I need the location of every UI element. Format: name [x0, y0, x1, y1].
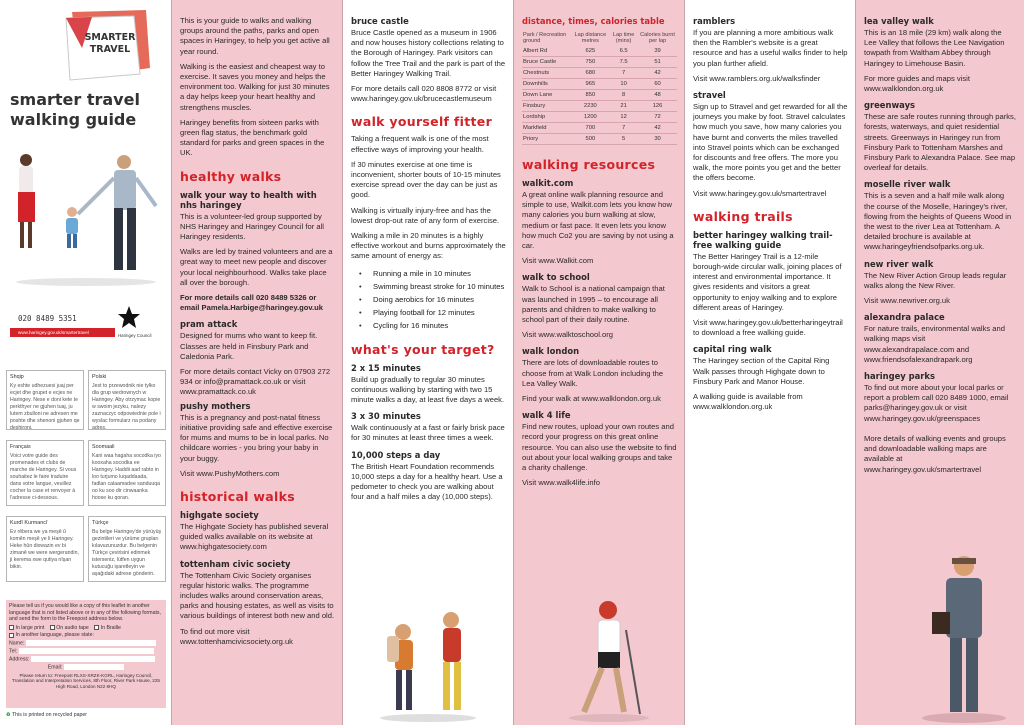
language-name: Français: [10, 444, 31, 450]
capital-ring-paragraph: The Haringey section of the Capital Ring Walk passes through Highgate down to Finsbury Park and Manor House.: [693, 356, 830, 386]
table-cell: 850: [572, 90, 610, 101]
panel-local-walks: [856, 0, 1024, 725]
column-header: Calories burnt per lap: [640, 32, 675, 44]
language-text: Ev rêbera we ya meşê û komên meşê ye li Haringey. Heke hûn dixwazin ev bi zimanê we were wergerandin, ji kerema xwe qutiya nîşan bikin.: [10, 529, 79, 570]
large-print-checkbox[interactable]: [9, 625, 14, 630]
calories-table-heading: distance, times, calories table: [522, 16, 665, 26]
table-cell: 680: [572, 68, 610, 79]
tottenham-civic-link: To find out more visit www.tottenhamcivicsociety.org.uk: [180, 626, 293, 646]
table-cell: 42: [638, 68, 677, 79]
pram-attack-title: pram attack: [180, 319, 238, 330]
walkit-paragraph: A great online walk planning resource and simple to use, Walkit.com lets you know how many calories you burn walking at slow, medium or fast pace. It even lets you know how much Co2 you are saving by not using a car.: [522, 190, 674, 251]
fold-line: [855, 0, 856, 725]
fold-line: [684, 0, 685, 725]
walk-4-life-paragraph: Find new routes, upload your own routes and record your progress on this great online resource. You can also use the website to find out about your local walking groups and take a charity challenge.: [522, 422, 677, 473]
walkit-title: walkit.com: [522, 178, 574, 188]
language-box-turkce: [88, 516, 166, 582]
braille-checkbox[interactable]: [94, 625, 99, 630]
family-walking-figure: [6, 148, 166, 288]
tottenham-civic-title: tottenham civic society: [180, 558, 291, 569]
table-row: [522, 134, 677, 145]
table-cell: 700: [572, 123, 610, 134]
target-3x30-title: 3 x 30 minutes: [351, 411, 421, 422]
greenways-title: greenways: [864, 100, 916, 111]
fold-line: [171, 0, 172, 725]
tel-label: Tel:: [9, 648, 18, 655]
pushy-mothers-title: pushy mothers: [180, 400, 251, 411]
table-cell: 965: [572, 79, 610, 90]
language-box-soomaali: [88, 440, 166, 506]
panel-healthy-walks: [172, 0, 343, 725]
fitter-paragraph-2: If 30 minutes exercise at one time is inconvenient, shorter bouts of 10-15 minutes exercise spread over the day can be just as good.: [351, 159, 501, 200]
recycled-text: This is printed on recycled paper: [12, 712, 87, 718]
target-heading: what's your target?: [351, 341, 495, 357]
table-cell: 1200: [572, 112, 610, 123]
braille-label: In Braille: [100, 624, 121, 631]
council-name: Haringey Council: [118, 333, 152, 338]
table-cell: Bruce Castle: [522, 57, 572, 68]
lea-valley-paragraph: This is an 18 mile (29 km) walk along the Lee Valley that follows the Lee Navigation towpath from Waltham Abbey through Haringey to Limehouse Basin.: [864, 28, 1005, 68]
table-row: [522, 101, 677, 112]
new-river-title: new river walk: [864, 258, 934, 269]
target-steps-title: 10,000 steps a day: [351, 449, 441, 460]
haringey-parks-paragraph: To find out more about your local parks or report a problem call 020 8489 1000, email parks@haringey.gov.uk or visit www.haringey.gov.uk/greenspaces: [864, 383, 1009, 423]
list-item: • Doing aerobics for 16 minutes: [351, 293, 506, 306]
target-3x30-paragraph: Walk continuously at a fast or fairly brisk pace for 30 minutes at least three times a week.: [351, 423, 505, 443]
new-river-link: Visit www.newriver.org.uk: [864, 296, 950, 306]
cover-panel: [0, 0, 172, 725]
language-text: Jest to przewodnik nie tylko dla grup wedrownych w Haringey. Aby otrzymac kopie w swoim jezyku, nalezy zaznaczyc odpowiednie pole i wyslac formularz na podany adres.: [92, 383, 161, 430]
phone-number: 020 8489 5351: [18, 314, 77, 323]
ramblers-link: Visit www.ramblers.org.uk/walksfinder: [693, 73, 821, 83]
column-header: Lap distance metres: [574, 32, 607, 44]
better-haringey-title: better haringey walking trail- free walking guide: [693, 229, 833, 250]
table-row: [522, 123, 677, 134]
language-name: Türkçe: [92, 520, 109, 526]
table-cell: 5: [609, 134, 638, 145]
list-item: • Playing football for 12 minutes: [351, 306, 506, 319]
large-print-label: In large print: [15, 624, 45, 631]
smarter-travel-logo: [62, 8, 154, 82]
column-header: Park / Recreation ground: [523, 32, 567, 44]
tottenham-civic-paragraph: The Tottenham Civic Society organises regular historic walks. The programme includes walks around conservation areas, parks and housing estates, as well as visits to various buildings of interest both new and old.: [180, 570, 335, 621]
table-cell: Finsbury: [522, 101, 572, 112]
target-2x15-paragraph: Build up gradually to regular 30 minutes continuous walking by starting with two 15 minute walks a day, at least five days a week.: [351, 374, 505, 405]
fitter-paragraph-1: Taking a frequent walk is one of the most effective ways of improving your health.: [351, 134, 489, 154]
language-box-kurdi: [6, 516, 84, 582]
intro-paragraph-2: Walking is the easiest and cheapest way to exercise. It saves you money and helps the environment too. Walking for just 30 minutes a day helps keep your heart healthy and strengthens muscles.: [180, 61, 330, 112]
table-cell: 39: [638, 46, 677, 57]
highgate-society-title: highgate society: [180, 509, 259, 520]
nhs-paragraph-2: Walks are led by trained volunteers and are a great way to meet new people and discover your local neighbourhood. Walks take place all over the borough.: [180, 247, 333, 287]
target-steps-paragraph: The British Heart Foundation recommends 10,000 steps a day for a healthy heart. Use a pedometer to check you are walking about four and a half miles a day (10,000 steps).: [351, 461, 503, 502]
logo-text: SMARTER TRAVEL: [84, 32, 136, 55]
language-name: Polski: [92, 374, 107, 380]
walk-to-school-paragraph: Walk to School is a national campaign that was launched in 1995 – to encourage all parents and children to make walking to school part of their daily routine.: [522, 284, 665, 325]
name-label: Name:: [9, 640, 25, 647]
calories-table: [522, 30, 677, 145]
table-row: [522, 46, 677, 57]
fitter-paragraph-4: Walking a mile in 20 minutes is a highly effective workout and burns approximately the same amount of energy as:: [351, 231, 506, 261]
table-cell: 30: [638, 134, 677, 145]
table-cell: 500: [572, 134, 610, 145]
address-label: Address:: [9, 656, 30, 663]
table-cell: Downhills: [522, 79, 572, 90]
healthy-walks-heading: healthy walks: [180, 168, 282, 184]
panel-resources: [514, 0, 685, 725]
bruce-castle-paragraph: Bruce Castle opened as a museum in 1906 and now houses history collections relating to the Borough of Haringey. Park visitors can follow the Tree Trail and the park is part of the Better Haringey Walking Trail.: [351, 28, 506, 78]
lea-valley-link: For more guides and maps visit www.walklondon.org.uk: [864, 73, 970, 94]
table-cell: 51: [638, 57, 677, 68]
haringey-council-logo: [118, 306, 162, 342]
table-row: [522, 57, 677, 68]
council-emblem-icon: [118, 306, 140, 332]
pushy-mothers-link: Visit www.PushyMothers.com: [180, 468, 280, 478]
table-cell: 750: [572, 57, 610, 68]
businessman-figurine-image: [906, 552, 1016, 725]
recycled-note: [6, 712, 87, 718]
table-cell: 21: [609, 101, 638, 112]
alexandra-palace-title: alexandra palace: [864, 312, 945, 323]
table-row: [522, 79, 677, 90]
energy-equivalents-list: [351, 267, 506, 332]
walk-4-life-link: Visit www.walk4life.info: [522, 478, 600, 488]
language-name: Shqip: [10, 374, 24, 380]
email-label: Email:: [47, 664, 63, 671]
pushy-mothers-paragraph: This is a pregnancy and post-natal fitness initiative providing safe and effective exercise for mums and mums to be in local parks. No childcare worries - you bring your baby in your buggy.: [180, 412, 333, 463]
table-cell: 12: [609, 112, 638, 123]
more-details-paragraph: More details of walking events and groups and downloadable walking maps are available at www.haringey.gov.uk/smartertravel: [864, 433, 1006, 474]
table-row: [522, 112, 677, 123]
better-haringey-paragraph: The Better Haringey Trail is a 12-mile borough-wide circular walk, joining places of interest and environmental importance. It gives residents and visitors a great opportunity to enjoy walking and to explore different areas of Haringey.: [693, 251, 842, 312]
panel-fitness: [343, 0, 514, 725]
capital-ring-link: A walking guide is available from www.walklondon.org.uk: [693, 392, 803, 412]
bruce-castle-title: bruce castle: [351, 16, 409, 26]
bruce-castle-contact: For more details call 020 8808 8772 or visit www.haringey.gov.uk/brucecastlemuseum: [351, 84, 497, 104]
walking-resources-heading: walking resources: [522, 157, 656, 172]
table-cell: 2230: [572, 101, 610, 112]
address-field[interactable]: [31, 656, 155, 662]
table-cell: 42: [638, 123, 677, 134]
historical-walks-heading: historical walks: [180, 488, 295, 504]
walking-trails-heading: walking trails: [693, 208, 793, 224]
highgate-society-paragraph: The Highgate Society has published several guided walks available on its website at www.highgatesociety.com: [180, 521, 329, 552]
recycle-icon: ♻: [6, 712, 11, 718]
panel-trails: [685, 0, 856, 725]
new-river-paragraph: The New River Action Group leads regular walks along the New River.: [864, 270, 1007, 290]
tel-field[interactable]: [19, 648, 154, 654]
fold-line: [342, 0, 343, 725]
list-item: • Swimming breast stroke for 10 minutes: [351, 280, 506, 293]
table-cell: 6.5: [609, 46, 638, 57]
audio-tape-checkbox[interactable]: [50, 625, 55, 630]
table-row: [522, 90, 677, 101]
column-header: Lap time (mins): [612, 32, 635, 44]
table-cell: 10: [609, 79, 638, 90]
url-strip-text: www.haringey.gov.uk/smartertravel: [18, 330, 89, 335]
fitter-paragraph-3: Walking is virtually injury-free and has the lowest drop-out rate of any form of exercise.: [351, 205, 500, 225]
title-line-2: walking guide: [10, 110, 137, 129]
table-cell: Chestnuts: [522, 68, 572, 79]
table-cell: 48: [638, 90, 677, 101]
return-address: Please return to: Freepost RLXS-XRZK-KGRL, Haringey Council, Translation and Interpretation Services, 8th Floor, River Park House, 225 High Road, London N22 8HQ: [12, 672, 160, 690]
request-intro: Please tell us if you would like a copy of this leaflet in another language that is not listed above or in any of the following formats, and send the form to the Freepost address below.: [9, 603, 161, 623]
ramblers-title: ramblers: [693, 16, 736, 26]
other-language-label: In another language, please state:: [15, 632, 94, 639]
nhs-walks-title: walk your way to health with nhs haringey: [180, 189, 317, 210]
haringey-parks-title: haringey parks: [864, 371, 935, 382]
walkers-figurine-image: [373, 606, 483, 725]
language-box-francais: [6, 440, 84, 506]
walk-london-paragraph: There are lots of downloadable routes to choose from at Walk London including the Lea Valley Walk.: [522, 358, 664, 388]
table-cell: Markfield: [522, 123, 572, 134]
table-cell: 126: [638, 101, 677, 112]
table-cell: 60: [638, 79, 677, 90]
ramblers-paragraph: If you are planning a more ambitious walk then the Rambler's website is a great resource and has a useful walks finder to help you plan further afield.: [693, 28, 848, 68]
intro-paragraph-3: Haringey benefits from sixteen parks with green flag status, the benchmark gold standard for parks and green spaces in the UK.: [180, 117, 325, 158]
other-language-checkbox[interactable]: [9, 633, 14, 638]
nhs-contact: For more details call 020 8489 5326 or email Pamela.Harbige@haringey.gov.uk: [180, 293, 324, 313]
walk-to-school-link: Visit www.walktoschool.org: [522, 330, 614, 340]
language-text: Voici votre guide des promenades et clubs de marche de Haringey. Si vous souhaitez le faire traduire dans votre langue, veuillez cocher la case et renvoyer à l'adresse ci-dessous.: [10, 453, 77, 501]
hiker-figurine-image: [554, 596, 654, 725]
audio-tape-label: On audio tape: [56, 624, 89, 631]
table-cell: Priory: [522, 134, 572, 145]
pram-attack-paragraph: Designed for mums who want to keep fit. Classes are held in Finsbury Park and Caledonia Park.: [180, 331, 318, 361]
capital-ring-title: capital ring walk: [693, 344, 772, 355]
table-cell: 72: [638, 112, 677, 123]
format-options: [9, 625, 163, 632]
fold-line: [513, 0, 514, 725]
language-box-polski: [88, 370, 166, 430]
table-cell: 7: [609, 123, 638, 134]
language-text: Kani waa hagaha socodka iyo kooxaha socodka ee Haringey. Haddii aad rabto in loo turjumo luqaddaada, fadlan calaamadee sanduuqa oo ku soo dir cinwaanka hoose ku qoran.: [92, 453, 161, 501]
format-request-form: [6, 600, 166, 708]
intro-paragraph-1: This is your guide to walks and walking groups around the paths, parks and open spaces in Haringey, to help you get active all year round.: [180, 16, 330, 56]
table-cell: 8: [609, 90, 638, 101]
table-cell: 7: [609, 68, 638, 79]
stravel-paragraph: Sign up to Stravel and get rewarded for all the journeys you make by foot. Stravel calculates how much you save, how many calories you have burnt and converts the miles travelled into Stravel points which can be exchanged for discounts and free offers. The more you walk, the more points you get and the better the offers become.: [693, 102, 848, 183]
nhs-paragraph-1: This is a volunteer-led group supported by NHS Haringey and Haringey Council for all Haringey residents.: [180, 211, 324, 242]
walkit-link: Visit www.Walkit.com: [522, 256, 594, 266]
lea-valley-title: lea valley walk: [864, 16, 934, 26]
stravel-title: stravel: [693, 90, 726, 101]
table-row: [522, 68, 677, 79]
language-box-shqip: [6, 370, 84, 430]
walk-yourself-fitter-heading: walk yourself fitter: [351, 114, 493, 130]
language-name: Kurdî Kurmancî: [10, 520, 48, 526]
phone-url-strip: [10, 328, 115, 337]
table-cell: 7.5: [609, 57, 638, 68]
walk-4-life-title: walk 4 life: [522, 410, 571, 421]
language-name: Soomaali: [92, 444, 115, 450]
list-item: • Cycling for 16 minutes: [351, 319, 506, 332]
pram-attack-contact: For more details contact Vicky on 07903 272 934 or info@pramattack.co.uk or visit www.pramattack.co.uk: [180, 367, 331, 397]
title-line-1: smarter travel: [10, 90, 140, 109]
name-field[interactable]: [26, 640, 156, 646]
walk-london-title: walk london: [522, 346, 580, 357]
moselle-title: moselle river walk: [864, 179, 951, 190]
target-2x15-title: 2 x 15 minutes: [351, 362, 421, 373]
table-cell: Lordship: [522, 112, 572, 123]
table-cell: Albert Rd: [522, 46, 572, 57]
language-text: Bu belge Haringey'de yürüyüş gezintileri ve yürüme grupları kılavuzunuzdur. Bu belgenin Türkçe çevirisini edinmek isterseniz, lütfen uygun kutucuğu işaretleyin ve aşağıdaki adrese gönderin.: [92, 529, 162, 577]
walk-to-school-title: walk to school: [522, 272, 590, 283]
table-cell: 625: [572, 46, 610, 57]
alexandra-palace-paragraph: For nature trails, environmental walks and walking maps visit www.alexandrapalace.com and www.friendsofalexandrapark.org: [864, 324, 1005, 364]
email-field[interactable]: [64, 664, 124, 670]
table-cell: Down Lane: [522, 90, 572, 101]
language-text: Ky eshte udhezuesi juaj per ecjet dhe grupet e ecjes ne Haringey. Nese e doni kete te perkthyer ne gjuhen tuaj, ju lutem zbulloni ne adresen me poshte dhe shenoni gjuhen qe deshironi.: [10, 383, 80, 430]
greenways-paragraph: These are safe routes running through parks, forests, waterways, and quiet residential streets. Greenways in Haringey run from Finsbury Park to Tottenham Marshes and Finsbury Park to Alexandra Palace. See map overleaf for details.: [864, 112, 1016, 173]
list-item: • Running a mile in 10 minutes: [351, 267, 506, 280]
stravel-link: Visit www.haringey.gov.uk/smartertravel: [693, 188, 827, 198]
better-haringey-link: Visit www.haringey.gov.uk/betterharingeytrail to download a free walking guide.: [693, 318, 843, 338]
walk-london-link: Find your walk at www.walklondon.org.uk: [522, 394, 661, 404]
moselle-paragraph: This is a seven and a half mile walk along the course of the Moselle, Haringey's river, flowing from the heights of Queens Wood in the west to the river Lea at Tottenham. A detailed brochure is available at www.haringeyfriendsofparks.org.uk.: [864, 191, 1012, 252]
